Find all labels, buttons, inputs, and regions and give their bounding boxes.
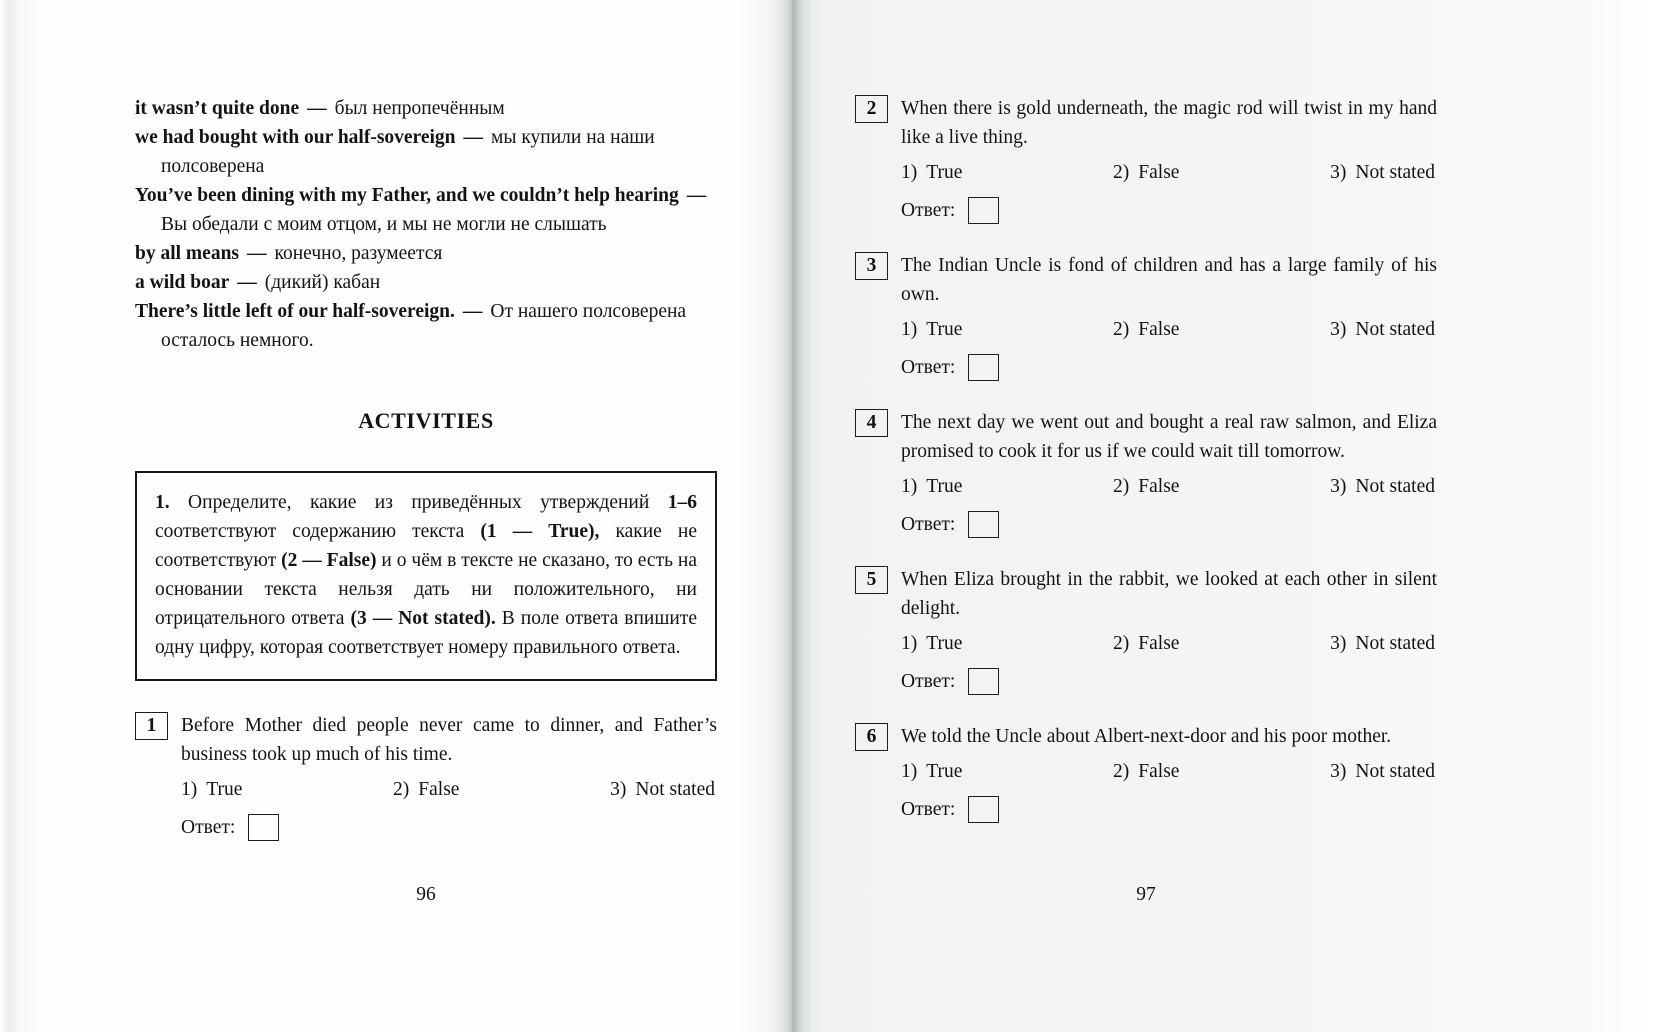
answer-label: Ответ: [181, 817, 236, 838]
question-text: We told the Uncle about Albert-next-door and his poor mother. [901, 726, 1392, 747]
vocabulary-list [135, 94, 717, 355]
page-left-content [135, 94, 717, 842]
vocab-russian: Вы обедали с моим отцом, и мы не могли не слышать [161, 214, 607, 235]
dash-separator: — [686, 185, 707, 206]
question-text: The next day we went out and bought a real raw salmon, and Eliza promised to cook it for us if we could wait till tomorrow. [901, 412, 1437, 462]
question-number-box: 5 [855, 566, 888, 594]
answer-row [901, 353, 1437, 382]
option-false: 2) False [1113, 162, 1180, 183]
vocab-entry [135, 239, 717, 268]
answer-box[interactable] [968, 668, 999, 695]
vocab-english: a wild boar [135, 272, 230, 293]
answer-label: Ответ: [901, 671, 956, 692]
vocab-russian: мы купили на наши полсоверена [161, 127, 655, 177]
instruction-text: 1. Определите, какие из приведённых утверждений 1–6 соответствуют содержанию текста (1 — True), какие не соответствуют (2 — False) и о чём в тексте не сказано, то есть на основании текста нельзя дать ни положительного, ни отрицательного ответа (3 — Not stated). В поле ответа впишите одну цифру, которая соответствует номеру правильного ответа. [155, 492, 697, 658]
option-false: 2) False [393, 779, 460, 800]
answer-row [901, 667, 1437, 696]
option-true: 1) True [181, 779, 243, 800]
question-options [181, 775, 715, 804]
question-options [901, 629, 1435, 658]
option-not-stated: 3) Not stated [1330, 162, 1435, 183]
question-1 [135, 711, 717, 842]
vocab-english: by all means [135, 243, 240, 264]
question-number-box: 6 [855, 723, 888, 751]
answer-row [901, 510, 1437, 539]
question-5 [855, 565, 1437, 696]
question-text: When there is gold underneath, the magic rod will twist in my hand like a live thing. [901, 98, 1437, 148]
question-options [901, 757, 1435, 786]
option-not-stated: 3) Not stated [610, 779, 715, 800]
question-text: When Eliza brought in the rabbit, we looked at each other in silent delight. [901, 569, 1437, 619]
dash-separator: — [307, 98, 327, 119]
option-true: 1) True [901, 633, 963, 654]
question-6 [855, 722, 1437, 824]
question-2 [855, 94, 1437, 225]
option-false: 2) False [1113, 319, 1180, 340]
vocab-english: There’s little left of our half-sovereign. [135, 301, 455, 322]
vocab-russian: От нашего полсоверена осталось немного. [161, 301, 687, 351]
page-number: 96 [416, 884, 436, 905]
page-number: 97 [1136, 884, 1156, 905]
option-not-stated: 3) Not stated [1330, 633, 1435, 654]
dash-separator: — [237, 272, 257, 293]
question-4 [855, 408, 1437, 539]
option-true: 1) True [901, 319, 963, 340]
vocab-entry [135, 297, 717, 355]
question-3 [855, 251, 1437, 382]
question-options [901, 472, 1435, 501]
answer-label: Ответ: [901, 357, 956, 378]
option-not-stated: 3) Not stated [1330, 476, 1435, 497]
activities-heading: ACTIVITIES [358, 408, 494, 433]
answer-row [901, 196, 1437, 225]
answer-row [181, 813, 717, 842]
dash-separator: — [463, 127, 484, 148]
question-text: The Indian Uncle is fond of children and has a large family of his own. [901, 255, 1437, 305]
option-not-stated: 3) Not stated [1330, 761, 1435, 782]
page-left [0, 0, 792, 1032]
option-true: 1) True [901, 162, 963, 183]
dash-separator: — [462, 301, 483, 322]
option-false: 2) False [1113, 476, 1180, 497]
answer-label: Ответ: [901, 200, 956, 221]
question-number-box: 3 [855, 252, 888, 280]
option-false: 2) False [1113, 761, 1180, 782]
option-true: 1) True [901, 476, 963, 497]
question-number-box: 4 [855, 409, 888, 437]
answer-box[interactable] [248, 814, 279, 841]
option-true: 1) True [901, 761, 963, 782]
vocab-entry [135, 123, 717, 181]
answer-box[interactable] [968, 197, 999, 224]
vocab-russian: (дикий) кабан [264, 272, 381, 293]
vocab-entry [135, 181, 717, 239]
question-number-box: 1 [135, 712, 168, 740]
vocab-english: we had bought with our half-sovereign [135, 127, 456, 148]
vocab-entry [135, 94, 717, 123]
question-text: Before Mother died people never came to dinner, and Father’s business took up much of his time. [181, 715, 717, 765]
question-options [901, 158, 1435, 187]
page-right-content [855, 94, 1437, 850]
answer-row [901, 795, 1437, 824]
option-not-stated: 3) Not stated [1330, 319, 1435, 340]
dash-separator: — [247, 243, 267, 264]
answer-label: Ответ: [901, 514, 956, 535]
vocab-entry [135, 268, 717, 297]
vocab-english: You’ve been dining with my Father, and we couldn’t help hearing [135, 185, 679, 206]
vocab-english: it wasn’t quite done [135, 98, 300, 119]
instruction-box [135, 471, 717, 681]
question-number-box: 2 [855, 95, 888, 123]
option-false: 2) False [1113, 633, 1180, 654]
answer-box[interactable] [968, 511, 999, 538]
question-options [901, 315, 1435, 344]
answer-box[interactable] [968, 796, 999, 823]
vocab-russian: конечно, разумеется [274, 243, 443, 264]
answer-box[interactable] [968, 354, 999, 381]
page-right [792, 0, 1654, 1032]
answer-label: Ответ: [901, 799, 956, 820]
vocab-russian: был непропечённым [334, 98, 505, 119]
